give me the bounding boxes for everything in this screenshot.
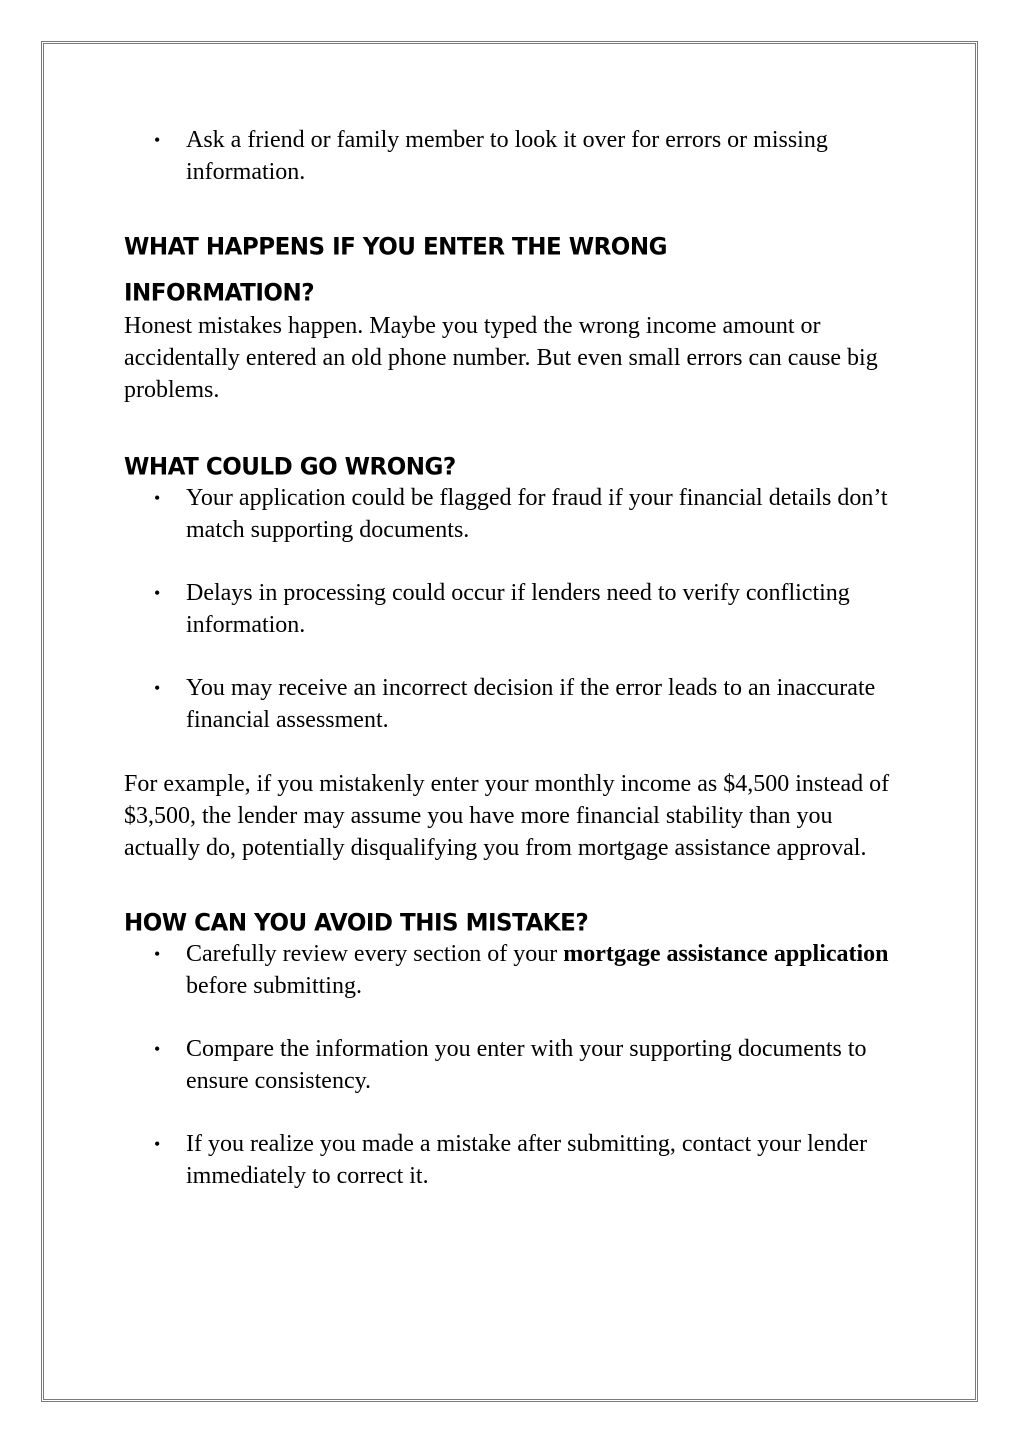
list-item-prefix: Carefully review every section of your xyxy=(186,941,564,967)
list-item-text: Delays in processing could occur if lenders need to verify conflicting information. xyxy=(186,580,850,638)
what-could-go-wrong-list xyxy=(124,482,914,736)
list-item-text: You may receive an incorrect decision if the error leads to an inaccurate financial assessment. xyxy=(186,675,876,733)
list-item-text: If you realize you made a mistake after submitting, contact your lender immediately to correct it. xyxy=(186,1131,868,1189)
list-item-suffix: before submitting. xyxy=(186,973,362,999)
section-heading-wrong-info: WHAT HAPPENS IF YOU ENTER THE WRONG INFORMATION? xyxy=(124,233,667,307)
section-paragraph-wrong-info: Honest mistakes happen. Maybe you typed the wrong income amount or accidentally entered an old phone number. But even small errors can cause big problems. xyxy=(124,313,878,403)
list-item-text: Ask a friend or family member to look it over for errors or missing information. xyxy=(186,127,828,185)
bullet-icon: • xyxy=(154,944,161,964)
bullet-icon: • xyxy=(154,1134,161,1154)
list-item xyxy=(124,672,914,736)
bullet-icon: • xyxy=(154,583,161,603)
example-paragraph: For example, if you mistakenly enter your monthly income as $4,500 instead of $3,500, the lender may assume you have more financial stability than you actually do, potentially disqualifying you from mortgage assistance approval. xyxy=(124,771,890,861)
document-body xyxy=(124,124,914,1192)
bullet-icon: • xyxy=(154,1039,161,1059)
section-heading-what-could-go-wrong: WHAT COULD GO WRONG? xyxy=(124,453,456,481)
bullet-icon: • xyxy=(154,678,161,698)
intro-list xyxy=(124,124,914,188)
list-item-text: Compare the information you enter with your supporting documents to ensure consistency. xyxy=(186,1036,867,1094)
list-item xyxy=(124,938,914,1002)
section-heading-avoid-mistake: HOW CAN YOU AVOID THIS MISTAKE? xyxy=(124,909,589,937)
list-item xyxy=(124,1033,914,1097)
list-item xyxy=(124,577,914,641)
list-item xyxy=(124,124,914,188)
list-item-text: Your application could be flagged for fraud if your financial details don’t match supporting documents. xyxy=(186,485,888,543)
bullet-icon: • xyxy=(154,488,161,508)
avoid-mistake-list xyxy=(124,938,914,1192)
list-item xyxy=(124,1128,914,1192)
bullet-icon: • xyxy=(154,130,161,150)
list-item-bold-text: mortgage assistance application xyxy=(563,941,889,967)
list-item xyxy=(124,482,914,546)
